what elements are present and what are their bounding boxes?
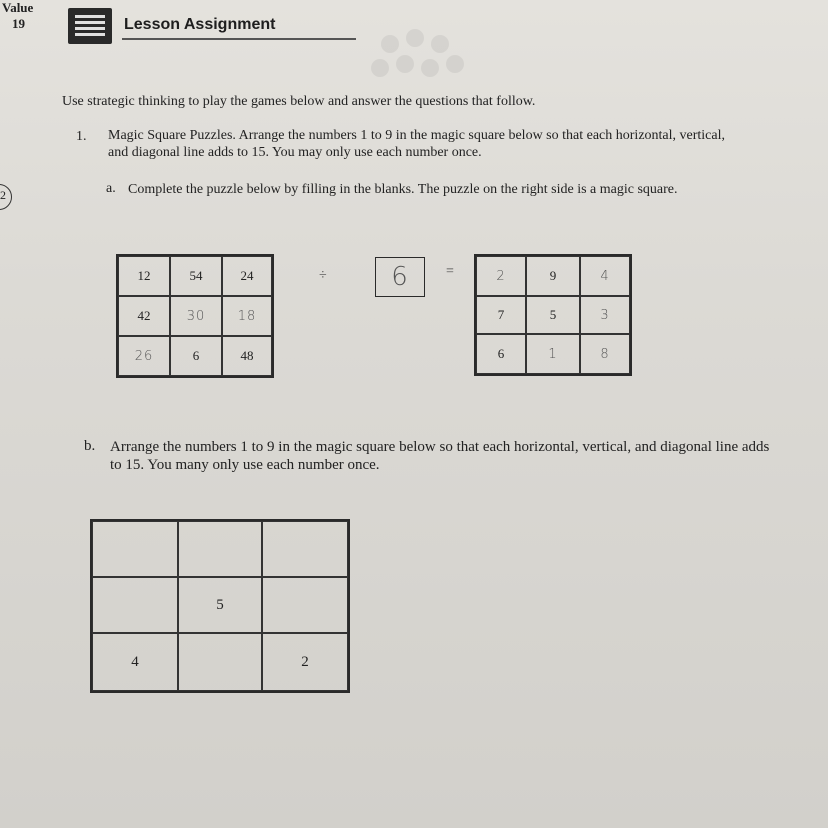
value-number: 19 <box>12 16 25 31</box>
handwritten-answer[interactable]: 18 <box>222 296 272 336</box>
handwritten-answer[interactable]: 1 <box>526 334 580 374</box>
handwritten-answer[interactable]: 2 <box>476 256 526 296</box>
grid-cell[interactable] <box>178 633 262 691</box>
grid-cell[interactable] <box>92 521 178 577</box>
title-underline <box>122 38 356 40</box>
grid-cell: 2 <box>262 633 348 691</box>
list-icon <box>68 8 112 44</box>
grid-cell: 7 <box>476 296 526 334</box>
handwritten-answer[interactable]: 3 <box>580 296 630 334</box>
divisor-box[interactable] <box>375 257 425 297</box>
circled-number <box>0 184 12 210</box>
grid-cell: 42 <box>118 296 170 336</box>
grid-cell: 12 <box>118 256 170 296</box>
magic-square-grid <box>474 254 632 376</box>
grid-cell[interactable] <box>92 577 178 633</box>
grid-cell: 5 <box>178 577 262 633</box>
grid-cell: 48 <box>222 336 272 376</box>
grid-cell: 9 <box>526 256 580 296</box>
question-number: 1. <box>76 129 87 144</box>
handwritten-answer[interactable]: 26 <box>118 336 170 376</box>
decorative-dots <box>360 24 480 84</box>
grid-cell[interactable] <box>262 521 348 577</box>
question-body: Arrange the numbers 1 to 9 in the magic square below so that each horizontal, vertical, and diagonal line adds to 15. You may only use each number once. <box>108 128 725 160</box>
equals-sign: = <box>446 264 454 279</box>
value-label: Value <box>2 0 34 15</box>
grid-cell: 6 <box>476 334 526 374</box>
part-b-text: Arrange the numbers 1 to 9 in the magic square below so that each horizontal, vertical, and diagonal line adds to 15. You many only use each number once. <box>110 439 770 473</box>
question-title: Magic Square Puzzles. <box>108 128 236 143</box>
part-a-letter: a. <box>106 181 116 196</box>
handwritten-answer[interactable]: 4 <box>580 256 630 296</box>
grid-cell: 24 <box>222 256 272 296</box>
grid-cell: 54 <box>170 256 222 296</box>
grid-cell: 5 <box>526 296 580 334</box>
handwritten-divisor: 6 <box>391 262 409 292</box>
part-b-letter: b. <box>84 438 96 454</box>
circled-number-text: 2 <box>0 188 6 202</box>
handwritten-answer[interactable]: 8 <box>580 334 630 374</box>
empty-magic-square-grid <box>90 519 350 693</box>
handwritten-answer[interactable]: 30 <box>170 296 222 336</box>
instructions: Use strategic thinking to play the games below and answer the questions that follow. <box>62 94 536 109</box>
grid-cell: 4 <box>92 633 178 691</box>
grid-cell[interactable] <box>178 521 262 577</box>
question-text <box>108 127 748 161</box>
grid-cell: 6 <box>170 336 222 376</box>
page-title: Lesson Assignment <box>124 16 276 33</box>
grid-cell[interactable] <box>262 577 348 633</box>
multiplied-square-grid <box>116 254 274 378</box>
divide-sign: ÷ <box>319 268 327 283</box>
part-a-text: Complete the puzzle below by filling in the blanks. The puzzle on the right side is a magic square. <box>128 182 678 197</box>
